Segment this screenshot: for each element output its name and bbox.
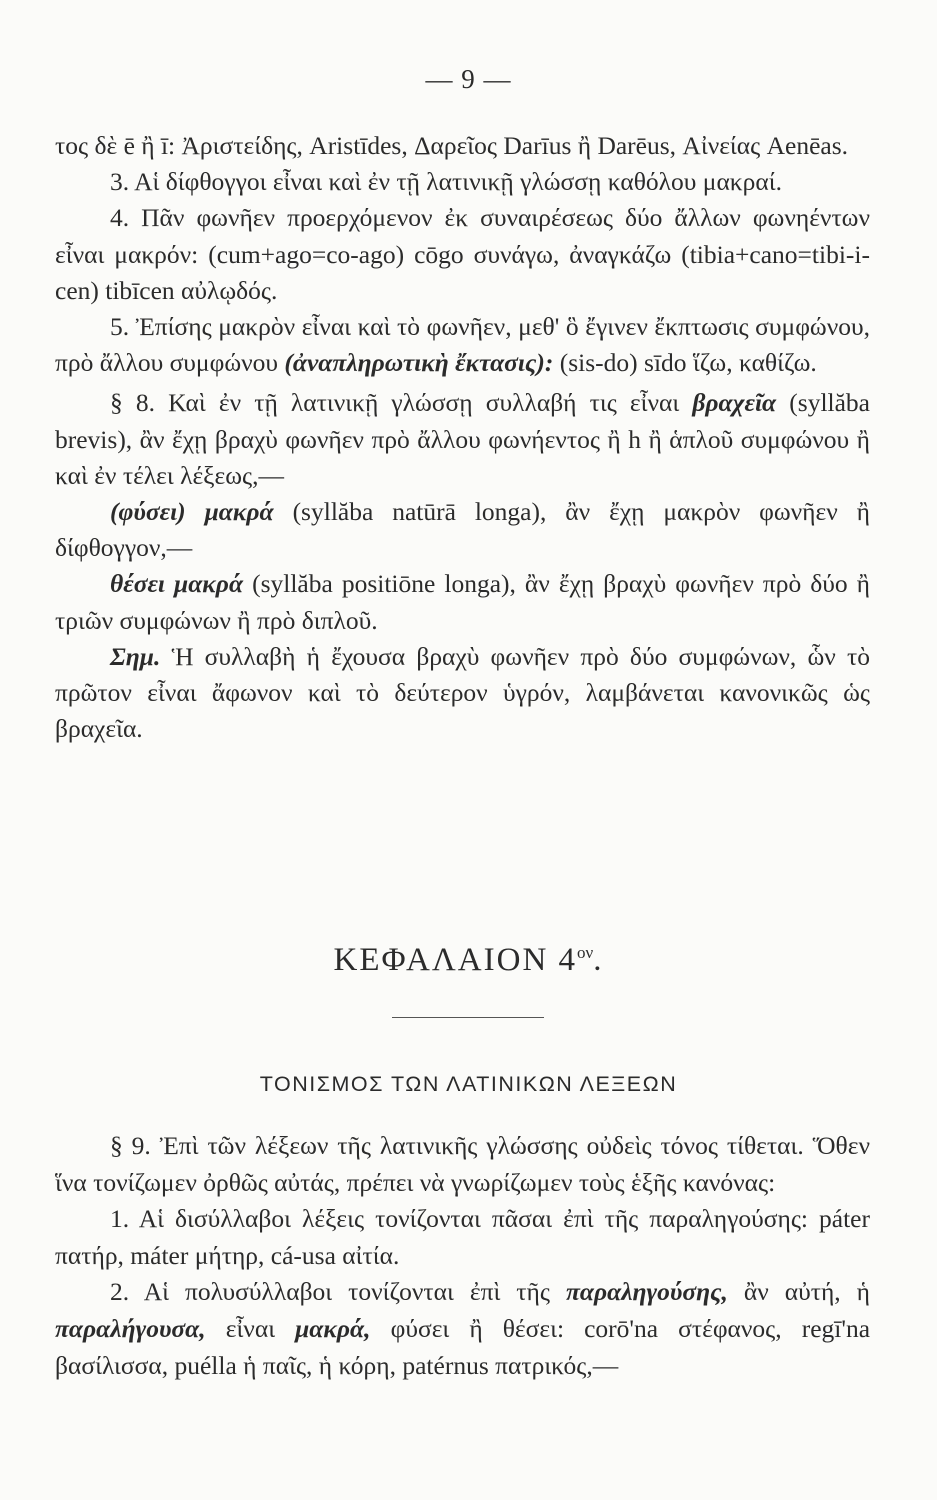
bold-term: βραχεῖα — [692, 388, 777, 418]
text-run: § 8. Καὶ ἐν τῇ λατινικῇ γλώσσῃ συλλαβή τις εἶναι — [110, 388, 680, 418]
text-run: (sis-do) sīdo ἵζω, καθίζω. — [559, 348, 817, 378]
bold-term: θέσει μακρά — [110, 569, 244, 599]
text-run: (syllăba brevis), ἂν ἔχῃ βραχὺ φωνῆεν πρὸ ἄλλου φωνήεντος ἢ h ἢ ἁπλοῦ συμφώνου ἢ καὶ ἐν τέλει λέξεως,— — [55, 388, 871, 490]
text-run: φύσει ἢ θέσει: corō'na στέφανος, regī'na βασίλισσα, puélla ἡ παῖς, ἡ κόρη, patérnus πατρικός,— — [55, 1313, 871, 1380]
bold-term: μακρά, — [295, 1313, 371, 1343]
text-run: Ἡ συλλαβὴ ἡ ἔχουσα βραχὺ φωνῆεν πρὸ δύο συμφώνων, ὧν τὸ πρῶτον εἶναι ἄφωνον καὶ τὸ δεύτερον ὑγρόν, λαμβάνεται κανονικῶς ὡς βραχεῖα. — [55, 641, 871, 744]
chapter-title-dot: . — [593, 942, 604, 978]
paragraph-rule-disyllables — [55, 1201, 870, 1274]
paragraph-rule-polysyllables — [55, 1274, 870, 1384]
paragraph-rule-3 — [55, 164, 870, 200]
divider-rule — [392, 1017, 544, 1018]
text-run: (syllăba natūrā longa), ἂν ἔχῃ μακρὸν φωνῆεν ἢ δίφθογγον,— — [55, 497, 870, 563]
paragraph-continuation — [55, 128, 870, 164]
paragraph-group-accentuation — [55, 1128, 870, 1384]
paragraph-section-9 — [55, 1128, 870, 1201]
bold-term: (φύσει) μακρά — [110, 497, 274, 527]
section-title: ΤΟΝΙΣΜΟΣ ΤΩΝ ΛΑΤΙΝΙΚΩΝ ΛΕΞΕΩΝ — [259, 1072, 678, 1096]
text-run: (syllăba positiōne longa), ἂν ἔχῃ βραχὺ φωνῆεν πρὸ δύο ἢ τριῶν συμφώνων ἢ πρὸ διπλοῦ. — [55, 569, 871, 635]
text-run: τος δὲ ē ἢ ī: Ἀριστείδης, Aristīdes, Δαρεῖος Darīus ἢ Darēus, Αἰνείας Aenēas. — [55, 131, 849, 160]
bold-term: (ἀναπληρωτικὴ ἔκτασις): — [284, 348, 554, 378]
paragraph-group-vowel-rules — [55, 128, 870, 747]
page-number: — 9 — — [425, 64, 512, 94]
text-run: 1. Αἱ δισύλλαβοι λέξεις τονίζονται πᾶσαι ἐπὶ τῆς παραληγούσης: páter πατήρ, máter μήτηρ, cá-usa αἰτία. — [55, 1204, 870, 1270]
chapter-title-suffix: ον — [577, 943, 594, 962]
text-run: ἂν αὐτή, ἡ — [743, 1277, 870, 1307]
bold-term: Σημ. — [110, 641, 161, 671]
paragraph-rule-4 — [55, 200, 870, 309]
text-run: εἶναι — [225, 1313, 276, 1343]
chapter-title-text: ΚΕΦΑΛΑΙΟΝ 4 — [333, 942, 578, 978]
paragraph-rule-5 — [55, 309, 870, 381]
paragraph-note — [55, 639, 870, 748]
text-run: 3. Αἱ δίφθογγοι εἶναι καὶ ἐν τῇ λατινικῇ γλώσσῃ καθόλου μακραί. — [110, 167, 782, 197]
paragraph-section-8 — [55, 385, 870, 494]
text-run: § 9. Ἐπὶ τῶν λέξεων τῆς λατινικῆς γλώσσης οὐδεὶς τόνος τίθεται. Ὅθεν ἵνα τονίζωμεν ὀρθῶς αὐτάς, πρέπει νὰ γνωρίζωμεν τοὺς ἑξῆς κανόνας: — [55, 1131, 870, 1197]
bold-term: παραλήγουσα, — [55, 1313, 206, 1343]
bold-term: παραληγούσης, — [565, 1277, 728, 1307]
text-run: 5. Ἐπίσης μακρὸν εἶναι καὶ τὸ φωνῆεν, μεθ' ὃ ἔγινεν ἔκπτωσις συμφώνου, πρὸ ἄλλου συμφώνου — [55, 312, 870, 378]
text-run: 4. Πᾶν φωνῆεν προερχόμενον ἐκ συναιρέσεως δύο ἄλλων φωνηέντων εἶναι μακρόν: (cum+ago=co-ago) cōgo συνάγω, ἀναγκάζω (tibia+cano=tibi-i-cen) tibīcen αὐλῳδός. — [55, 203, 870, 305]
chapter-title — [0, 942, 937, 979]
text-run: 2. Αἱ πολυσύλλαβοι τονίζονται ἐπὶ τῆς — [110, 1277, 550, 1307]
paragraph-positione-longa — [55, 566, 870, 638]
paragraph-natura-longa — [55, 494, 870, 566]
